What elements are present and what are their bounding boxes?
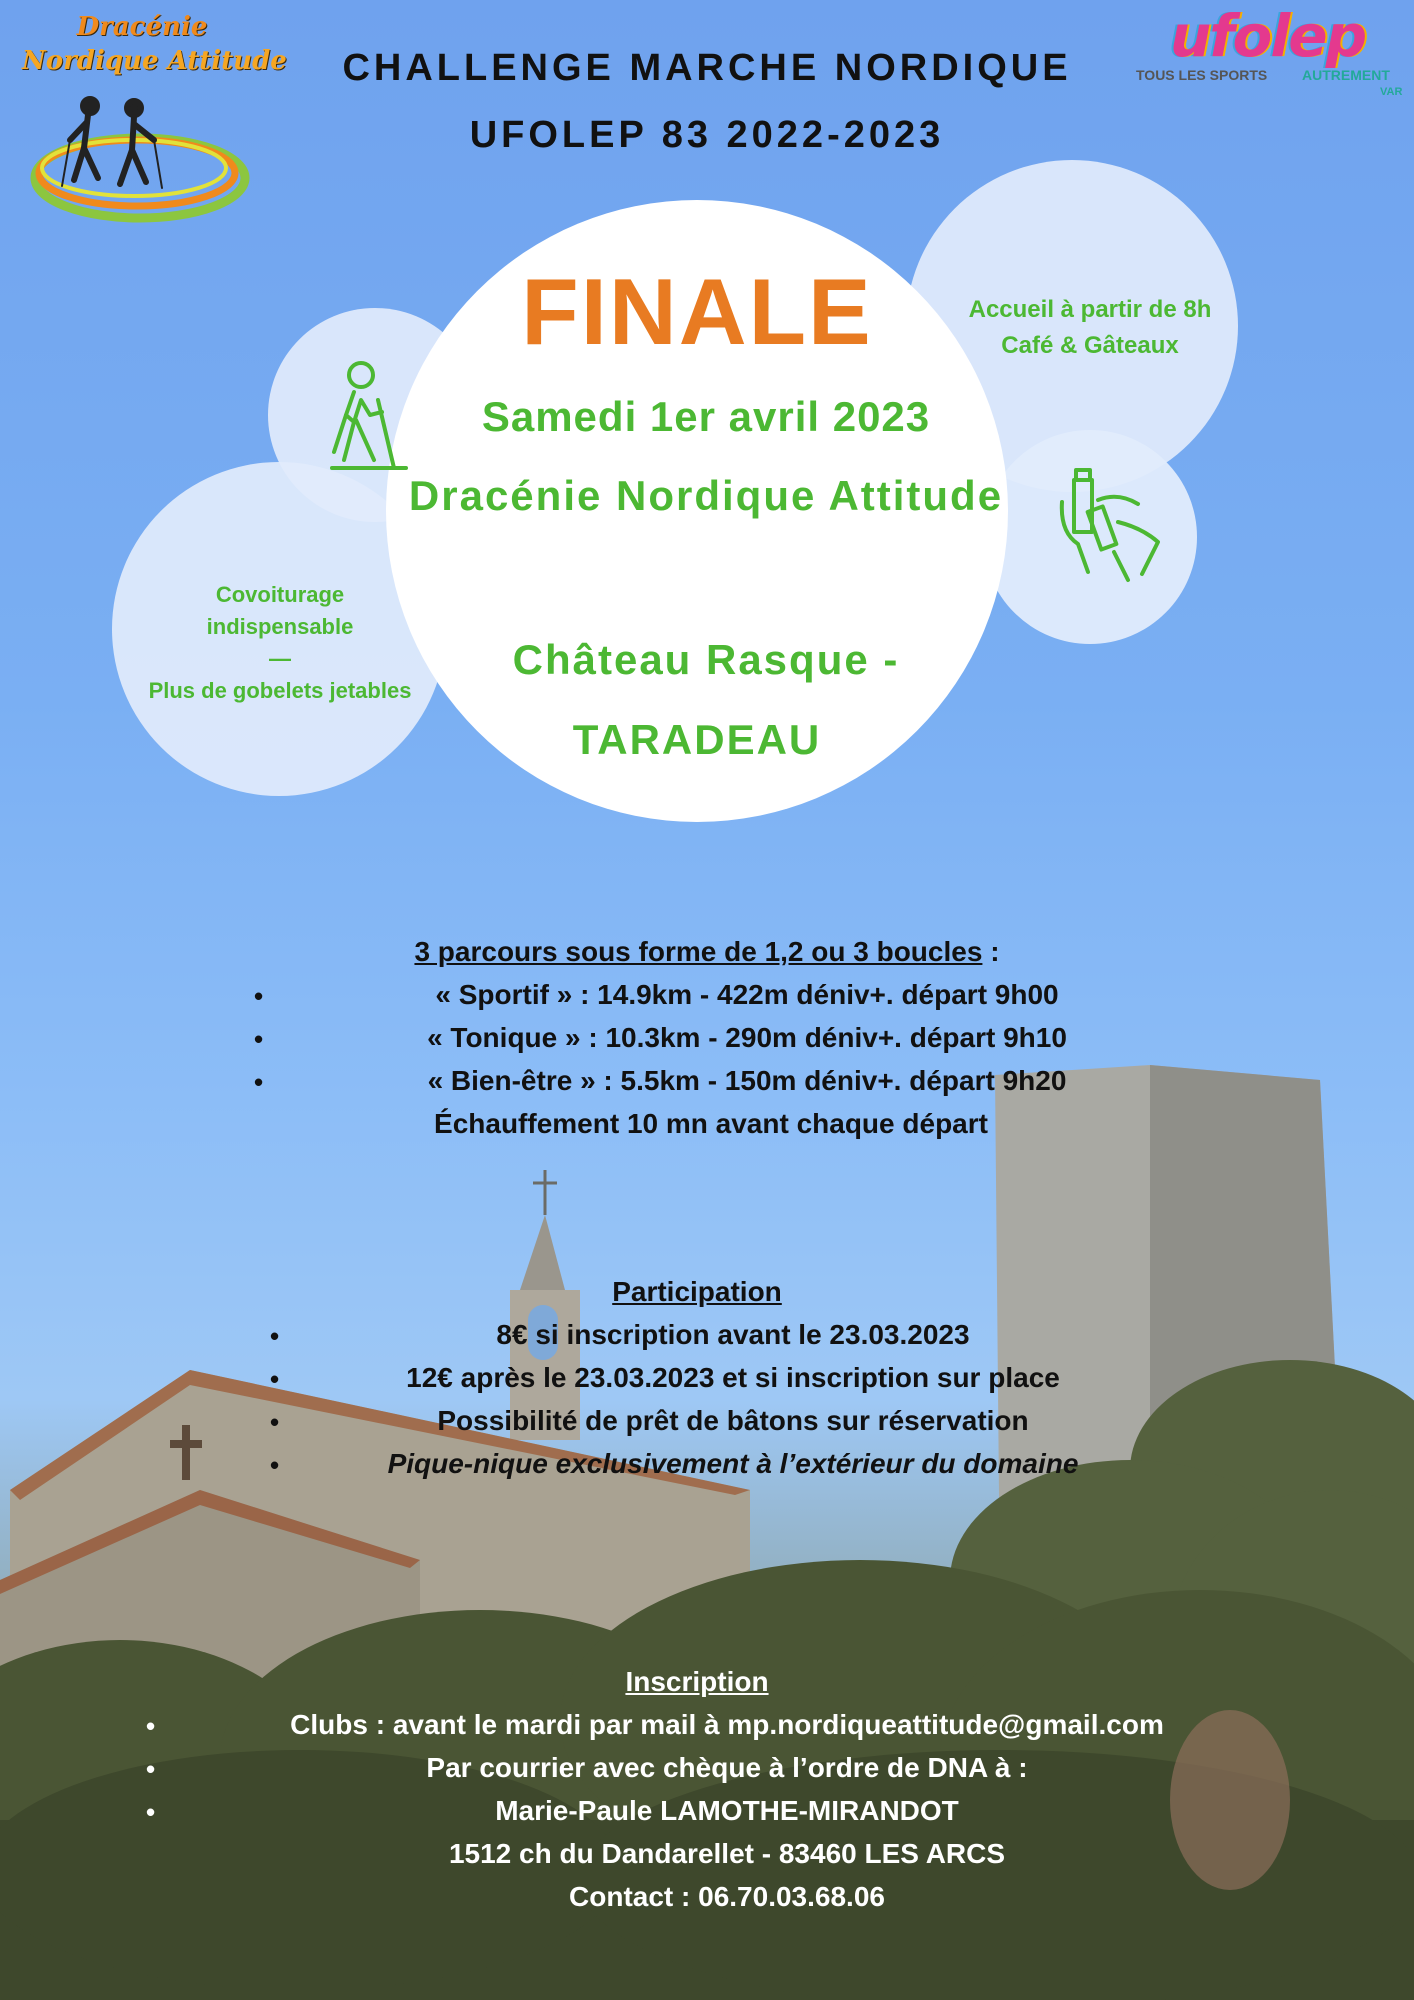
club-logo-line1: Dracénie	[76, 12, 208, 42]
courses-note: Échauffement 10 mn avant chaque départ	[434, 1108, 988, 1139]
inscription-title: Inscription	[625, 1666, 769, 1697]
event-headline: FINALE	[521, 259, 873, 364]
participation-bullet-1: •	[270, 1321, 280, 1351]
event-date: Samedi 1er avril 2023	[481, 393, 931, 440]
ufolep-logo	[1134, 2, 1409, 108]
inscription-item-2: Par courrier avec chèque à l’ordre de DNA à :	[426, 1752, 1028, 1783]
participation-bullet-2: •	[270, 1364, 280, 1394]
participation-bullet-4: •	[270, 1450, 280, 1480]
title-line-1: CHALLENGE MARCHE NORDIQUE	[342, 47, 1072, 89]
ufolep-region: VAR	[1380, 86, 1403, 98]
courses-bullet-1: •	[254, 981, 264, 1011]
inscription-bullet-1: •	[146, 1711, 156, 1741]
event-organizer: Dracénie Nordique Attitude	[408, 472, 1004, 519]
courses-bullet-3: •	[254, 1067, 264, 1097]
carpool-separator: —	[269, 646, 291, 671]
inscription-item-1: Clubs : avant le mardi par mail à mp.nordiqueattitude@gmail.com	[290, 1709, 1164, 1740]
inscription-contact: Contact : 06.70.03.68.06	[569, 1881, 885, 1912]
event-venue-line-2: TARADEAU	[572, 716, 822, 763]
carpool-line-1: Covoiturage	[215, 582, 345, 607]
courses-title-suffix: :	[982, 936, 1000, 967]
course-item-1: « Sportif » : 14.9km - 422m déniv+. départ 9h00	[435, 979, 1059, 1010]
carpool-line-2: indispensable	[206, 614, 354, 639]
carpool-line-3: Plus de gobelets jetables	[148, 678, 412, 703]
welcome-line-2: Café & Gâteaux	[1001, 332, 1179, 359]
course-item-3: « Bien-être » : 5.5km - 150m déniv+. départ 9h20	[427, 1065, 1067, 1096]
participation-item-1: 8€ si inscription avant le 23.03.2023	[496, 1319, 970, 1350]
drinks-hands-icon	[1058, 462, 1164, 584]
ufolep-tagline-a: TOUS LES SPORTS	[1136, 67, 1268, 83]
participation-title: Participation	[612, 1276, 782, 1307]
inscription-item-3: Marie-Paule LAMOTHE-MIRANDOT	[495, 1795, 959, 1826]
course-item-2: « Tonique » : 10.3km - 290m déniv+. départ 9h10	[427, 1022, 1067, 1053]
participation-item-3: Possibilité de prêt de bâtons sur réservation	[437, 1405, 1029, 1436]
ufolep-tagline-b: AUTREMENT	[1302, 67, 1390, 83]
participation-item-4: Pique-nique exclusivement à l’extérieur du domaine	[387, 1448, 1079, 1479]
inscription-bullet-3: •	[146, 1797, 156, 1827]
courses-title: 3 parcours sous forme de 1,2 ou 3 boucles	[414, 936, 983, 967]
welcome-line-1: Accueil à partir de 8h	[968, 296, 1212, 323]
club-logo-line2: Nordique Attitude	[22, 46, 287, 76]
ufolep-brand: ufolep	[1170, 2, 1366, 70]
participation-bullet-3: •	[270, 1407, 280, 1437]
title-line-2: UFOLEP 83 2022-2023	[469, 114, 945, 156]
event-venue-line-1: Château Rasque -	[512, 636, 900, 683]
courses-heading	[0, 936, 1414, 968]
club-logo	[22, 8, 287, 233]
inscription-address: 1512 ch du Dandarellet - 83460 LES ARCS	[448, 1838, 1006, 1869]
participation-item-2: 12€ après le 23.03.2023 et si inscription sur place	[406, 1362, 1060, 1393]
courses-bullet-2: •	[254, 1024, 264, 1054]
inscription-bullet-2: •	[146, 1754, 156, 1784]
